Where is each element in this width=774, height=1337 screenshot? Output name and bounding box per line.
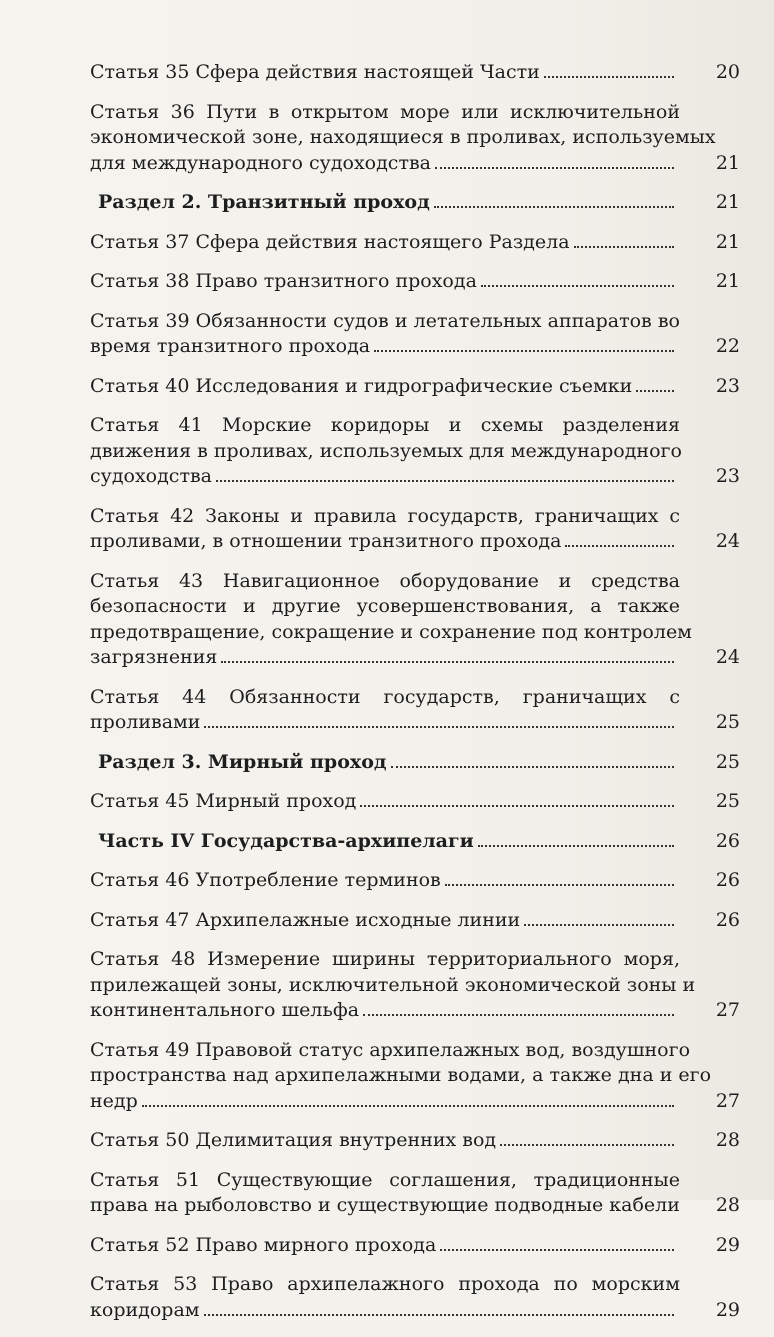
toc-entry <box>60 1233 740 1259</box>
toc-entry-line: загрязнения <box>90 646 218 668</box>
toc-page-number: 25 <box>715 711 740 733</box>
toc-page-number: 27 <box>715 1089 740 1112</box>
toc-page-number: 24 <box>715 646 740 668</box>
toc-section-heading <box>60 190 740 216</box>
toc-entry-line: недр <box>90 1089 138 1112</box>
toc-entry-line: Статья 41 Морские коридоры и схемы разделения <box>90 414 680 436</box>
toc-page-number: 24 <box>715 530 740 552</box>
toc-entry-line: Статья 47 Архипелажные исходные линии <box>90 908 521 931</box>
toc-entry-line: судоходства <box>90 465 212 487</box>
toc-entry <box>60 908 740 934</box>
dot-leader <box>435 167 674 169</box>
toc-entry-line: Статья 39 Обязанности судов и летательных аппаратов во <box>90 309 680 332</box>
toc-entry-line: Статья 52 Право мирного прохода <box>90 1233 437 1256</box>
toc-entry <box>60 100 740 177</box>
toc-entry-line: прилежащей зоны, исключительной экономической зоны и <box>90 973 696 996</box>
toc-page-number: 25 <box>715 750 740 773</box>
dot-leader <box>481 285 674 287</box>
toc-entry-line: Статья 38 Право транзитного прохода <box>90 270 477 292</box>
dot-leader <box>500 1144 674 1146</box>
toc-entry <box>60 269 740 295</box>
toc-entry <box>60 1038 740 1115</box>
toc-entry <box>60 789 740 815</box>
toc-section-heading <box>60 829 740 855</box>
toc-entry-line: коридорам <box>90 1298 200 1321</box>
toc-section-heading <box>60 750 740 776</box>
toc-entry-line: Статья 43 Навигационное оборудование и средства <box>90 569 680 592</box>
toc-entry-line: Статья 49 Правовой статус архипелажных вод, воздушного <box>90 1038 691 1061</box>
toc-page-number: 29 <box>715 1298 740 1321</box>
dot-leader <box>478 845 674 847</box>
toc-entry-line: Статья 46 Употребление терминов <box>90 869 441 891</box>
toc-entry-line: Статья 44 Обязанности государств, граничащих с <box>90 685 680 708</box>
toc-entry-line: Статья 50 Делимитация внутренних вод <box>90 1129 497 1151</box>
toc-entry-line: предотвращение, сокращение и сохранение под контролем <box>90 620 692 643</box>
toc-entry-line: Статья 35 Сфера действия настоящей Части <box>90 61 540 83</box>
dot-leader <box>574 246 674 248</box>
dot-leader <box>544 76 674 78</box>
toc-entry <box>60 868 740 894</box>
toc-entry-line: права на рыболовство и существующие подводные кабели <box>90 1194 680 1216</box>
toc-page-number: 26 <box>715 829 740 852</box>
toc-page-number: 26 <box>715 869 740 891</box>
toc-entry-line: Статья 51 Существующие соглашения, традиционные <box>90 1168 680 1191</box>
toc-entry-line: время транзитного прохода <box>90 335 371 357</box>
toc-entry-line: безопасности и другие усовершенствования, а также <box>90 595 680 617</box>
toc-entry-line: Статья 42 Законы и правила государств, граничащих с <box>90 504 680 527</box>
toc-entry-line: Статья 37 Сфера действия настоящего Раздела <box>90 230 570 253</box>
dot-leader <box>391 766 674 768</box>
dot-leader <box>374 350 674 352</box>
toc-entry <box>60 230 740 256</box>
toc-page-number: 21 <box>715 230 740 253</box>
toc-entry-line: Статья 48 Измерение ширины территориального моря, <box>90 948 680 970</box>
toc-page-number: 21 <box>715 270 740 292</box>
dot-leader <box>434 206 674 208</box>
toc-entry <box>60 947 740 1024</box>
toc-entry-line: проливами <box>90 711 201 733</box>
dot-leader <box>142 1105 674 1107</box>
table-of-contents <box>60 60 740 1337</box>
dot-leader <box>360 805 674 807</box>
dot-leader <box>524 924 674 926</box>
toc-entry-line: Часть IV Государства-архипелаги <box>98 829 474 852</box>
dot-leader <box>636 390 674 392</box>
toc-page-number: 20 <box>715 61 740 83</box>
toc-page-number: 29 <box>715 1233 740 1256</box>
dot-leader <box>204 726 674 728</box>
toc-entry-line: проливами, в отношении транзитного прохода <box>90 530 562 552</box>
toc-entry-line: Статья 36 Пути в открытом море или исключительной <box>90 100 680 123</box>
toc-entry-line: пространства над архипелажными водами, а также дна и его <box>90 1064 712 1086</box>
toc-page-number: 25 <box>715 790 740 812</box>
toc-page-number: 21 <box>715 151 740 174</box>
dot-leader <box>440 1249 674 1251</box>
toc-entry-line: Раздел 2. Транзитный проход <box>98 191 430 213</box>
toc-page-number: 22 <box>715 335 740 357</box>
toc-entry-line: движения в проливах, используемых для международного <box>90 439 682 462</box>
dot-leader <box>216 480 674 482</box>
toc-entry <box>60 1168 740 1219</box>
toc-entry <box>60 413 740 490</box>
dot-leader <box>363 1014 674 1016</box>
toc-entry <box>60 504 740 555</box>
toc-entry-line: экономической зоне, находящиеся в проливах, используемых <box>90 126 716 148</box>
toc-entry-line: Статья 40 Исследования и гидрографические съемки <box>90 374 633 397</box>
toc-page-number: 23 <box>715 374 740 397</box>
toc-entry <box>60 569 740 671</box>
toc-page-number: 27 <box>715 999 740 1021</box>
toc-page-number: 28 <box>715 1194 740 1216</box>
toc-entry-line: для международного судоходства <box>90 151 431 174</box>
toc-entry <box>60 60 740 86</box>
toc-entry-line: Раздел 3. Мирный проход <box>98 750 387 773</box>
dot-leader <box>204 1314 674 1316</box>
toc-page-number: 26 <box>715 908 740 931</box>
toc-entry-line: Статья 45 Мирный проход <box>90 790 357 812</box>
toc-entry-line: Статья 53 Право архипелажного прохода по морским <box>90 1273 680 1295</box>
toc-entry <box>60 374 740 400</box>
toc-page-number: 28 <box>715 1129 740 1151</box>
toc-entry-line: континентального шельфа <box>90 999 360 1021</box>
toc-page-number: 23 <box>715 465 740 487</box>
toc-page-number: 21 <box>715 191 740 213</box>
dot-leader <box>445 884 674 886</box>
toc-entry <box>60 1272 740 1323</box>
toc-entry <box>60 685 740 736</box>
toc-entry <box>60 1128 740 1154</box>
dot-leader <box>565 545 674 547</box>
toc-entry <box>60 309 740 360</box>
dot-leader <box>221 661 674 663</box>
